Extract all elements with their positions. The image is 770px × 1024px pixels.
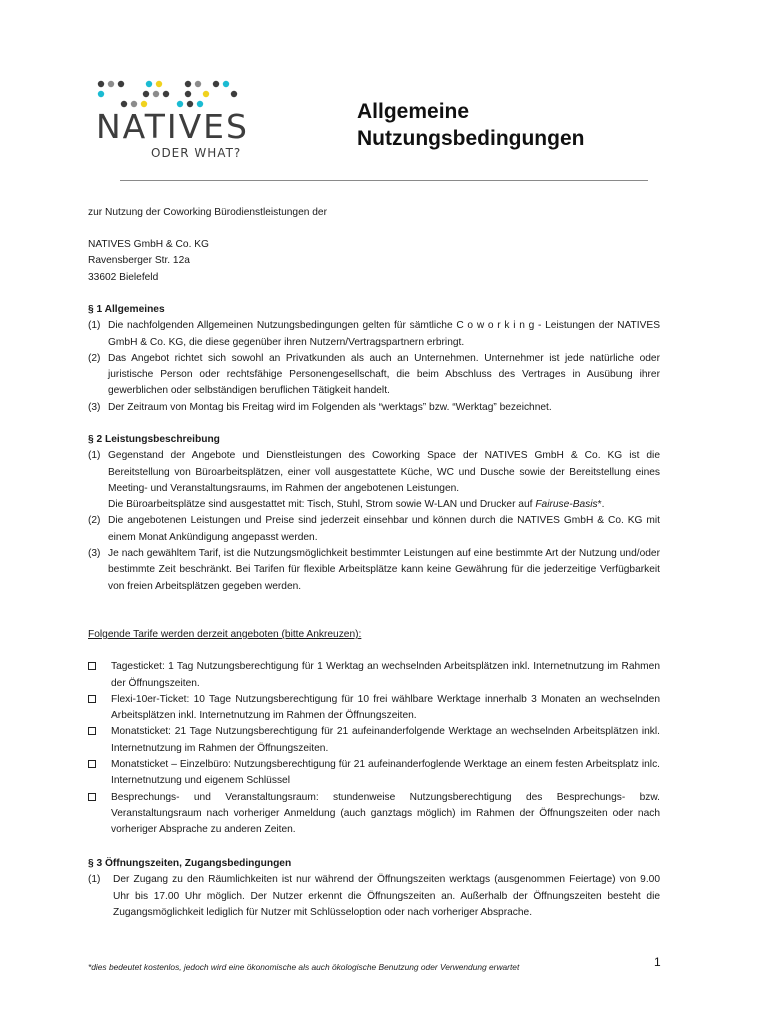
section-1-list (88, 318, 660, 416)
tariff-text: Tagesticket: 1 Tag Nutzungsberechtigung für 1 Werktag an wechselnden Arbeitsplätzen inkl. Internetnutzung im Rahmen der Öffnungszeiten. (111, 661, 660, 689)
tariff-text: Monatsticket – Einzelbüro: Nutzungsberechtigung für 21 aufeinanderfoglende Werktage an einem festen Arbeitsplatz inlc. Internetnutzung und eigenem Schlüssel (111, 759, 660, 787)
section-3-list (88, 872, 660, 921)
logo-wordmark: NATIVES (96, 107, 249, 146)
item-number: (1) (88, 874, 101, 886)
intro-line: zur Nutzung der Coworking Bürodienstleistungen der (88, 207, 327, 218)
item-number: (3) (88, 401, 101, 413)
document-title (357, 98, 584, 152)
item-text: Gegenstand der Angebote und Dienstleistungen des Coworking Space der NATIVES GmbH & Co. KG ist die Bereitstellung von Büroarbeitsplätzen, einer voll ausgestattete Küche, WC und Dusche sowie der Bereitstellung eines Meeting- und Veranstaltungsraums, im Rahmen der angebotenen Leistungen. (108, 450, 660, 494)
page-number: 1 (654, 955, 661, 969)
equipment-text: Die Büroarbeitsplätze sind ausgestattet mit: Tisch, Stuhl, Strom sowie W-LAN und Drucker auf (108, 499, 533, 511)
company-address (88, 237, 660, 286)
title-line-1: Allgemeine (357, 100, 470, 123)
tariff-checkbox[interactable] (88, 662, 96, 670)
list-item (88, 448, 660, 513)
list-item (88, 318, 660, 351)
tariff-option (88, 659, 660, 692)
footnote-marker: *. (597, 499, 605, 511)
title-line-2: Nutzungsbedingungen (357, 127, 585, 150)
tariff-text: Besprechungs- und Veranstaltungsraum: stundenweise Nutzungsberechtigung des Besprechungs- bzw. Veranstaltungsraum nach vorheriger Anmeldung (auch ganztags möglich) im Rahmen der Öffnungszeiten oder nach vorheriger Absprache zu anderen Zeiten. (111, 791, 660, 836)
section-1 (88, 302, 660, 416)
tariff-checkbox[interactable] (88, 760, 96, 768)
tariffs-section (88, 627, 660, 839)
item-number: (1) (88, 450, 101, 462)
equipment-note (108, 497, 660, 513)
item-number: (2) (88, 352, 101, 364)
tariff-text: Flexi-10er-Ticket: 10 Tage Nutzungsberechtigung für 10 frei wählbare Werktage innerhalb 3 Monaten an wechselnden Arbeitsplätzen inkl. Internetnutzung im Rahmen der Öffnungszeiten. (111, 693, 660, 722)
tariffs-list (88, 659, 660, 838)
item-text: Das Angebot richtet sich sowohl an Privatkunden als auch an Unternehmen. Unternehmer ist jede natürliche oder juristische Person oder rechtsfähige Personengesellschaft, die beim Abschluss des Vertrages in Ausübung ihrer gewerblichen oder selbständigen beruflichen Tätigkeit handelt. (108, 352, 660, 397)
section-2 (88, 432, 660, 595)
item-text: Die angebotenen Leistungen und Preise sind jederzeit einsehbar und können durch die NATIVES GmbH & Co. KG mit einem Monat Ankündigung angepasst werden. (108, 515, 660, 543)
tariff-text: Monatsticket: 21 Tage Nutzungsberechtigung für 21 aufeinanderfolgende Werktage an wechselnden Arbeitsplätzen inkl. Internetnutzung im Rahmen der Öffnungszeiten. (111, 726, 660, 754)
fairuse-text: Fairuse-Basis (535, 499, 598, 511)
tariff-checkbox[interactable] (88, 727, 96, 735)
item-text: Je nach gewähltem Tarif, ist die Nutzungsmöglichkeit bestimmter Leistungen auf eine bestimmte Art der Nutzung und/oder bestimmte Zeit beschränkt. Bei Tarifen für flexible Arbeitsplätze kann keine Gewährung für die jederzeitige Verfügbarkeit von freien Arbeitsplätzen gegeben werden. (108, 548, 660, 592)
logo-tagline: ODER WHAT? (151, 146, 242, 160)
natives-logo (96, 80, 256, 162)
tariff-option (88, 757, 660, 790)
section-3 (88, 856, 660, 921)
item-text: Die nachfolgenden Allgemeinen Nutzungsbedingungen gelten für sämtliche C o w o r k i n g - Leistungen der NATIVES GmbH & Co. KG, die diese gegenüber ihren Nutzern/Vertragspartnern erbringt. (108, 320, 660, 348)
tariff-option (88, 724, 660, 757)
item-text: Der Zeitraum von Montag bis Freitag wird im Folgenden als “werktags” bzw. “Werktag” bezeichnet. (108, 401, 552, 413)
tariff-option (88, 790, 660, 839)
list-item (88, 351, 660, 400)
footnote: *dies bedeutet kostenlos, jedoch wird eine ökonomische als auch ökologische Benutzung oder Verwendung erwartet (88, 962, 520, 972)
tariff-option (88, 692, 660, 725)
company-street: Ravensberger Str. 12a (88, 255, 190, 267)
company-city: 33602 Bielefeld (88, 271, 159, 283)
item-number: (1) (88, 320, 101, 332)
item-text: Der Zugang zu den Räumlichkeiten ist nur während der Öffnungszeiten werktags (ausgenommen Feiertage) von 9.00 Uhr bis 17.00 Uhr möglich. Der Nutzer erkennt die Öffnungszeiten an. Außerhalb der Öffnungszeiten besteht die Zugangsmöglichkeit lediglich für Nutzer mit Schlüsseloption oder nach vorheriger Absprache. (113, 874, 660, 918)
list-item (88, 513, 660, 546)
list-item (88, 546, 660, 595)
section-2-list (88, 448, 660, 595)
section-1-heading: § 1 Allgemeines (88, 304, 165, 315)
section-3-heading: § 3 Öffnungszeiten, Zugangsbedingungen (88, 858, 292, 869)
tariff-checkbox[interactable] (88, 695, 96, 703)
tariff-checkbox[interactable] (88, 793, 96, 801)
item-number: (2) (88, 515, 101, 527)
list-item (88, 400, 660, 416)
section-2-heading: § 2 Leistungsbeschreibung (88, 434, 220, 445)
company-name: NATIVES GmbH & Co. KG (88, 239, 209, 250)
header-divider (120, 180, 648, 181)
tariffs-intro: Folgende Tarife werden derzeit angeboten (bitte Ankreuzen): (88, 629, 362, 640)
list-item (88, 872, 660, 921)
item-number: (3) (88, 548, 101, 560)
